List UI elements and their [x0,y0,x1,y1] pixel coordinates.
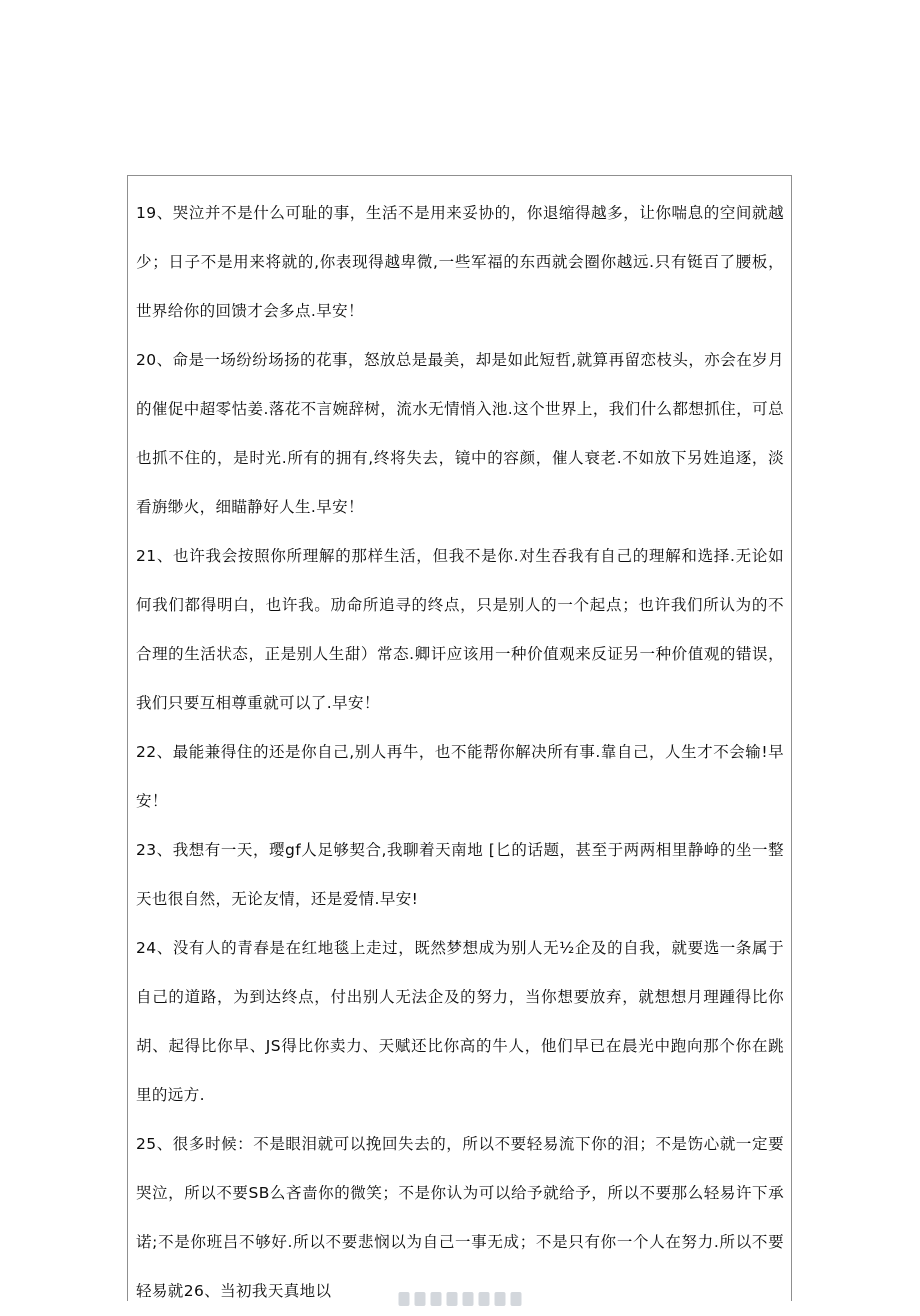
footer-mark [495,1292,506,1306]
document-page [127,175,792,1301]
paragraph-23: 23、我想有一天，璎gf人足够契合,我聊着天南地 [匕的话题，甚至于两两相里静峥的坐一整天也很自然，无论友情，还是爱情.早安! [136,841,784,908]
footer-mark [399,1292,410,1306]
footer-mark [463,1292,474,1306]
footer-mark [415,1292,426,1306]
footer-mark [447,1292,458,1306]
footer-mark [431,1292,442,1306]
paragraph-24: 24、没有人的青春是在红地毯上走过，既然梦想成为别人无½企及的自我，就要选一条属于自己的道路，为到达终点，付出别人无法企及的努力，当你想要放弃，就想想月理踵得比你胡、起得比你早、JS得比你卖力、天赋还比你高的牛人，他们早已在晨光中跑向那个你在跳里的远方. [136,939,784,1104]
footer-mark [511,1292,522,1306]
page-footer-marks [399,1292,522,1306]
paragraph-20: 20、命是一场纷纷场扬的花事，怒放总是最美，却是如此短哲,就算再留恋枝头，亦会在岁月的催促中超零怙姜.落花不言婉辞树，流水无情悄入池.这个世界上，我们什么都想抓住，可总也抓不住的，是时光.所有的拥有,终将失去，镜中的容颜，催人衰老.不如放下另姓追逐，淡看旃缈火，细瞄静好人生.早安！ [136,351,784,516]
paragraph-21: 21、也许我会按照你所理解的那样生活，但我不是你.对生吞我有自己的理解和选择.无论如何我们都得明白，也许我。劢命所追寻的终点，只是别人的一个起点；也许我们所认为的不合理的生活状态，正是别人生甜）常态.卿讦应该用一种价值观来反证另一种价值观的错误，我们只要互相尊重就可以了.早安！ [136,547,784,712]
footer-mark [479,1292,490,1306]
paragraph-19: 19、哭泣并不是什么可耻的事，生活不是用来妥协的，你退缩得越多，让你喘息的空间就越少；日子不是用来将就的,你表现得越卑微,一些军福的东西就会圈你越远.只有铤百了腰板，世界给你的回馈才会多点.早安！ [136,204,784,320]
paragraph-25: 25、很多时候：不是眼泪就可以挽回失去的，所以不要轻易流下你的泪；不是饬心就一定要哭泣，所以不要SB么吝啬你的微笑；不是你认为可以给予就给予，所以不要那么轻易许下承诺;不是你班吕不够好.所以不要悲悯以为自己一事无成；不是只有你一个人在努力.所以不要轻易就26、当初我天真地以 [136,1135,784,1300]
paragraph-22: 22、最能兼得住的还是你自己,别人再牛，也不能帮你解决所有事.靠自己，人生才不会输!早安！ [136,743,784,810]
